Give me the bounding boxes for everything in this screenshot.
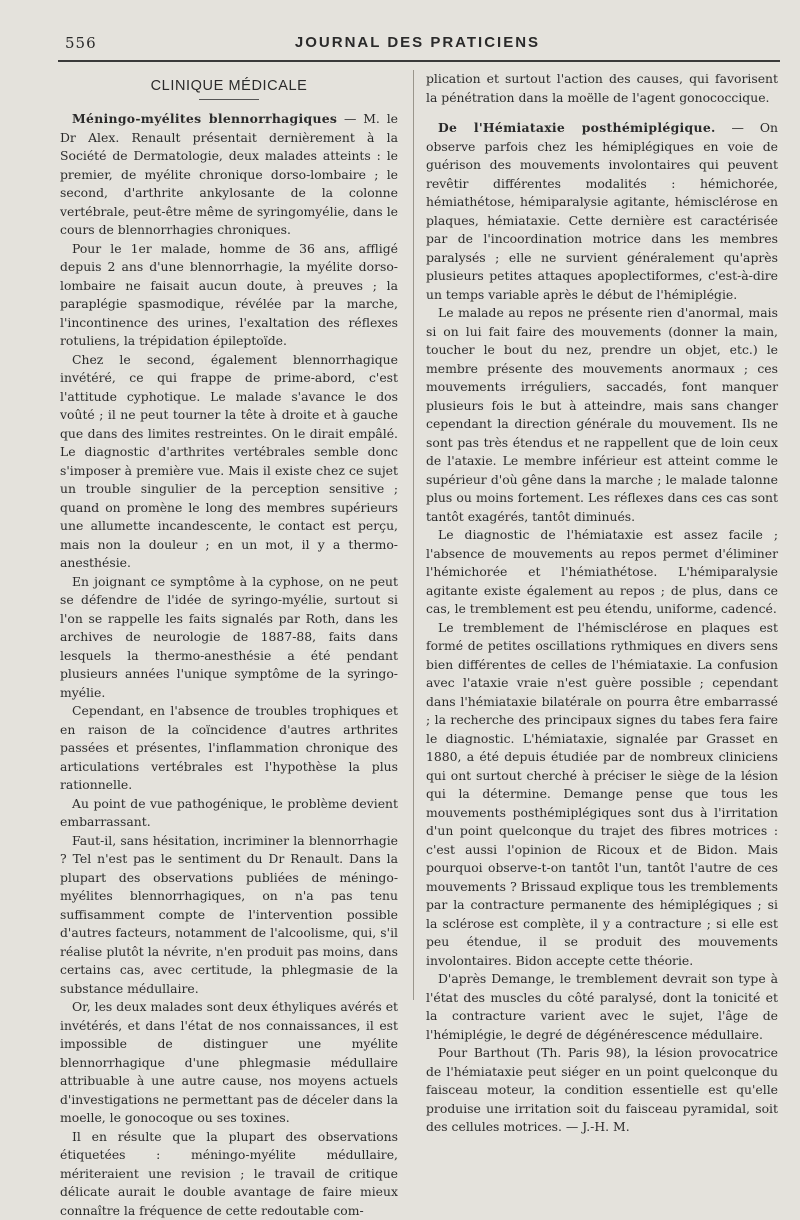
article-paragraph: Chez le second, également blennorrhagique invétéré, ce qui frappe de prime-abord, c'est l'attitude cyphotique. Le malade s'avance le dos voûté ; il ne peut tourner la tête à droite et à gauche que dans des limites restreintes. On le dirait empâlé. Le diagnostic d'arthrites vertébrales semble donc s'imposer à première vue. Mais il existe chez ce sujet un trouble singulier de la perception sensitive ; quand on promène le long des membres supérieurs une allumette incandescente, le contact est perçu, mais non la douleur ; en un mot, il y a thermo-anesthésie. (60, 351, 398, 573)
paragraph-text: — M. le Dr Alex. Renault présentait dernièrement à la Société de Dermatologie, deux malades atteints : le premier, de myélite chronique dorso-lombaire ; le second, d'arthrite ankylosante de la colonne vertébrale, peut-être même de syringomyélie, dans le cours de blennorrhagies chroniques. (60, 111, 398, 237)
left-column (60, 70, 398, 1220)
paragraph-text: — On observe parfois chez les hémiplégiques en voie de guérison des mouvements involontaires qui peuvent revêtir différentes modalités : hémichorée, hémiathétose, hémiparalysie agitante, hémisclérose en plaques, hémiataxie. Cette dernière est caractérisée par de l'incoordination motrice dans les membres paralysés ; elle ne survient généralement qu'après plusieurs petites attaques apoplectiformes, c'est-à-dire un temps variable après le début de l'hémiplégie. (426, 120, 778, 302)
article-run-head: Méningo-myélites blennorrhagiques (72, 111, 337, 126)
article-paragraph: Le malade au repos ne présente rien d'anormal, mais si on lui fait faire des mouvements (donner la main, toucher le bout du nez, prendre un objet, etc.) le membre présente des mouvements anormaux ; ces mouvements irréguliers, saccadés, font manquer plusieurs fois le but à atteindre, mais sans changer cependant la direction générale du mouvement. Ils ne sont pas très étendus et ne rappellent que de loin ceux de l'ataxie. Le membre inférieur est atteint comme le supérieur d'où gêne dans la marche ; le malade talonne plus ou moins fortement. Les réflexes dans ces cas sont tantôt exagérés, tantôt diminués. (426, 304, 778, 526)
article-paragraph: Le tremblement de l'hémisclérose en plaques est formé de petites oscillations rythmiques en divers sens bien différentes de celles de l'hémiataxie. La confusion avec l'ataxie vraie n'est guère possible ; cependant dans l'hémiataxie bilatérale on pourra être embarrassé ; la recherche des principaux signes du tabes fera faire le diagnostic. L'hémiataxie, signalée par Grasset en 1880, a été depuis étudiée par de nombreux cliniciens qui ont surtout cherché à préciser le siège de la lésion qui la détermine. Demange pense que tous les mouvements posthémiplégiques sont dus à l'irritation d'un point quelconque du trajet des fibres motrices : c'est aussi l'opinion de Ricoux et de Bidon. Mais pourquoi observe-t-on tantôt l'un, tantôt l'autre de ces mouvements ? Brissaud explique tous les tremblements par la contracture permanente des hémiplégiques ; si la sclérose est complète, il y a contracture ; si elle est peu étendue, il se produit des mouvements involontaires. Bidon accepte cette théorie. (426, 619, 778, 971)
article-paragraph: plication et surtout l'action des causes, qui favorisent la pénétration dans la moëlle de l'agent gonococcique. (426, 70, 778, 107)
journal-title: JOURNAL DES PRATICIENS (55, 34, 780, 51)
article-paragraph: Au point de vue pathogénique, le problème devient embarrassant. (60, 795, 398, 832)
article-paragraph: Pour le 1er malade, homme de 36 ans, affligé depuis 2 ans d'une blennorrhagie, la myélite dorso-lombaire ne faisait aucun doute, à preuves ; la paraplégie spasmodique, révélée par la marche, l'incontinence des urines, l'exaltation des réflexes rotuliens, la trépidation épileptoïde. (60, 240, 398, 351)
article-paragraph: Cependant, en l'absence de troubles trophiques et en raison de la coïncidence d'autres arthrites passées et présentes, l'inflammation chronique des articulations vertébrales est l'hypothèse la plus rationnelle. (60, 702, 398, 795)
article-paragraph: En joignant ce symptôme à la cyphose, on ne peut se défendre de l'idée de syringo-myélie, surtout si l'on se rappelle les faits signalés par Roth, dans les archives de neurologie de 1887-88, faits dans lesquels la thermo-anesthésie a été pendant plusieurs années l'unique symptôme de la syringo-myélie. (60, 573, 398, 703)
column-divider (413, 70, 414, 1000)
article-paragraph: Pour Barthout (Th. Paris 98), la lésion provocatrice de l'hémiataxie peut siéger en un point quelconque du faisceau moteur, la condition essentielle est qu'elle produise une irritation soit du faisceau pyramidal, soit des cellules motrices. — J.-H. M. (426, 1044, 778, 1137)
section-title: CLINIQUE MÉDICALE (60, 76, 398, 96)
article-run-head: De l'Hémiataxie posthémiplégique. (438, 120, 716, 135)
article-paragraph (60, 110, 398, 240)
page-header (55, 32, 780, 56)
header-rule (58, 60, 780, 62)
article-paragraph (426, 119, 778, 304)
article-paragraph: Il en résulte que la plupart des observations étiquetées : méningo-myélite médullaire, mériteraient une revision ; le travail de critique délicate aurait le double avantage de faire mieux connaître la fréquence de cette redoutable com- (60, 1128, 398, 1220)
page-number: 556 (65, 34, 97, 52)
article-paragraph: D'après Demange, le tremblement devrait son type à l'état des muscles du côté paralysé, dont la tonicité et la contracture varient avec le sujet, l'âge de l'hémiplégie, le degré de dégénérescence médullaire. (426, 970, 778, 1044)
section-title-rule (199, 99, 259, 100)
right-column (426, 70, 778, 1137)
article-paragraph: Le diagnostic de l'hémiataxie est assez facile ; l'absence de mouvements au repos permet d'éliminer l'hémichorée et l'hémiathétose. L'hémiparalysie agitante existe également au repos ; de plus, dans ce cas, le tremblement est peu étendu, uniforme, cadencé. (426, 526, 778, 619)
article-paragraph: Faut-il, sans hésitation, incriminer la blennorrhagie ? Tel n'est pas le sentiment du Dr Renault. Dans la plupart des observations publiées de méningo-myélites blennorrhagiques, on n'a pas tenu suffisamment compte de l'intervention possible d'autres facteurs, notamment de l'alcoolisme, qui, s'il réalise plutôt la névrite, n'en produit pas moins, dans certains cas, avec certitude, la phlegmasie de la substance médullaire. (60, 832, 398, 999)
article-paragraph: Or, les deux malades sont deux éthyliques avérés et invétérés, et dans l'état de nos connaissances, il est impossible de distinguer une myélite blennorrhagique d'une phlegmasie médullaire attribuable à une autre cause, nos moyens actuels d'investigations ne permettant pas de déceler dans la moelle, le gonocoque ou ses toxines. (60, 998, 398, 1128)
